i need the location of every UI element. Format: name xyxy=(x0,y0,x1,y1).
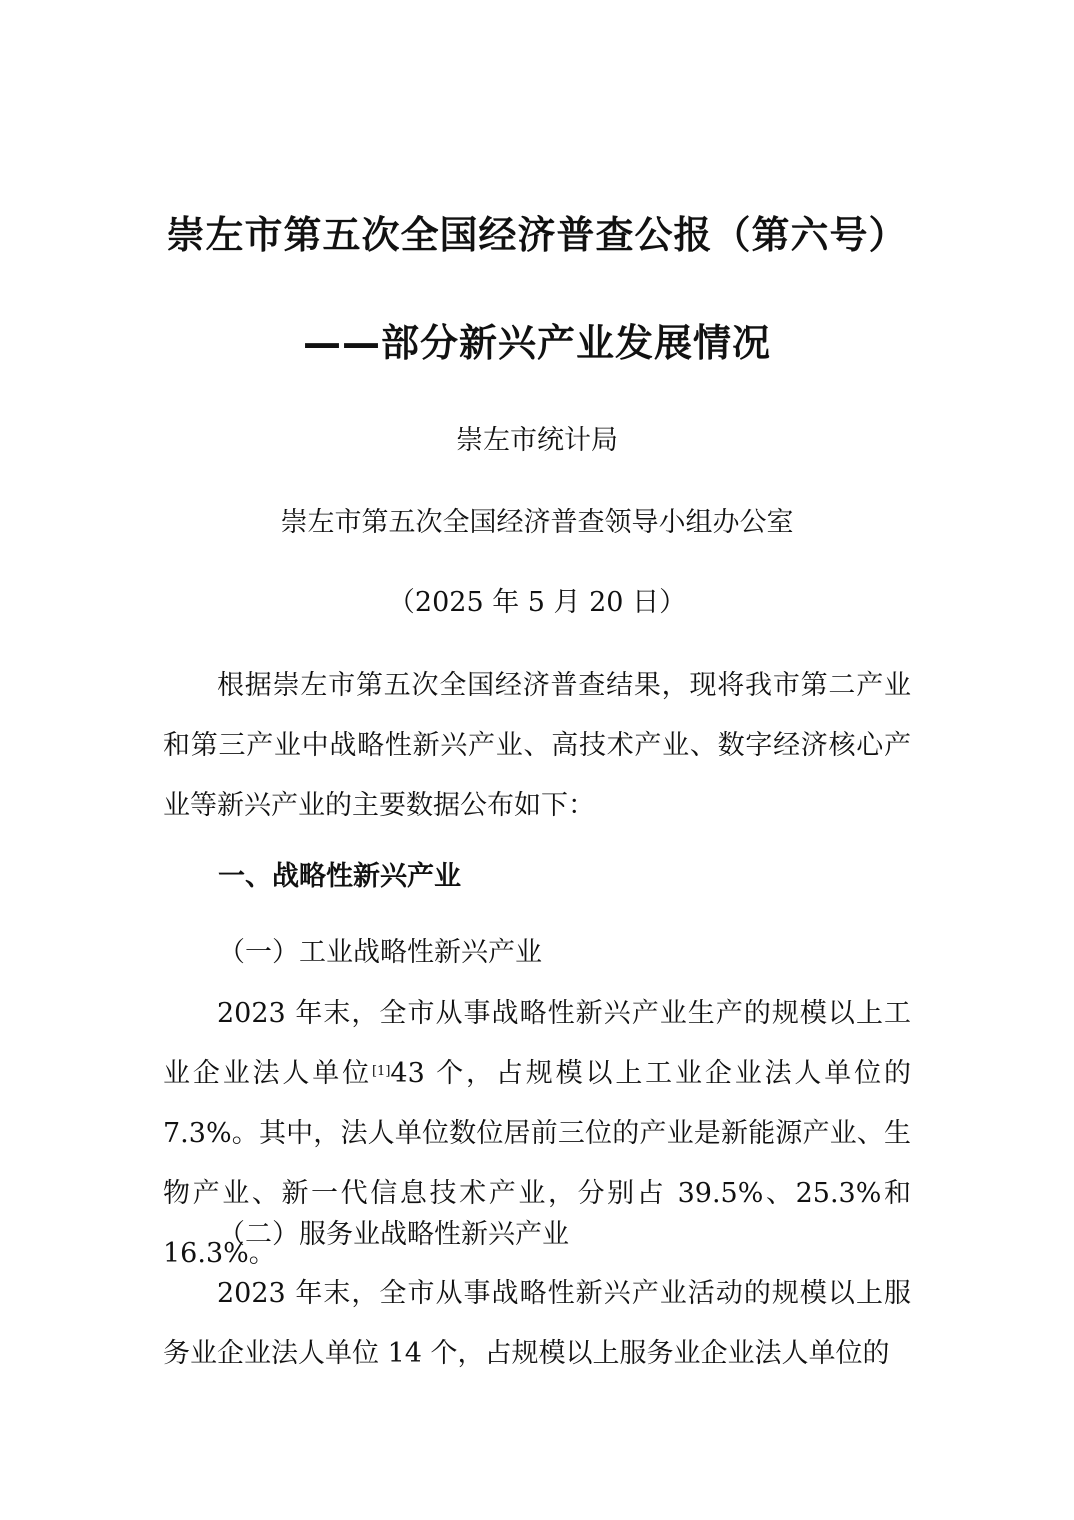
subsection-heading-services: （二）服务业战略性新兴产业 xyxy=(218,1219,569,1250)
issuer-statistics-bureau: 崇左市统计局 xyxy=(456,425,618,456)
section-heading-strategic-emerging: 一、战略性新兴产业 xyxy=(218,861,461,892)
footnote-marker[interactable]: [1] xyxy=(371,1064,391,1079)
industrial-paragraph-text-1: 2023 年末，全市从事战略性新兴产业生产的规模以上工业企业法人单位 xyxy=(163,998,911,1089)
publish-date: （2025 年 5 月 20 日） xyxy=(387,587,687,618)
subsection-heading-industrial: （一）工业战略性新兴产业 xyxy=(218,937,542,968)
issuer-census-office: 崇左市第五次全国经济普查领导小组办公室 xyxy=(280,507,794,538)
document-subtitle: ——部分新兴产业发展情况 xyxy=(302,321,771,365)
document-title: 崇左市第五次全国经济普查公报（第六号） xyxy=(166,213,908,257)
services-paragraph: 2023 年末，全市从事战略性新兴产业活动的规模以上服务业企业法人单位 14 个，占规模以上服务业企业法人单位的 xyxy=(163,1278,911,1369)
intro-paragraph: 根据崇左市第五次全国经济普查结果，现将我市第二产业和第三产业中战略性新兴产业、高技术产业、数字经济核心产业等新兴产业的主要数据公布如下： xyxy=(163,670,911,821)
industrial-paragraph-text-2: 43 个，占规模以上工业企业法人单位的 7.3%。其中，法人单位数位居前三位的产业是新能源产业、生物产业、新一代信息技术产业，分别占 39.5%、25.3%和 16.3%。 xyxy=(163,1058,911,1269)
